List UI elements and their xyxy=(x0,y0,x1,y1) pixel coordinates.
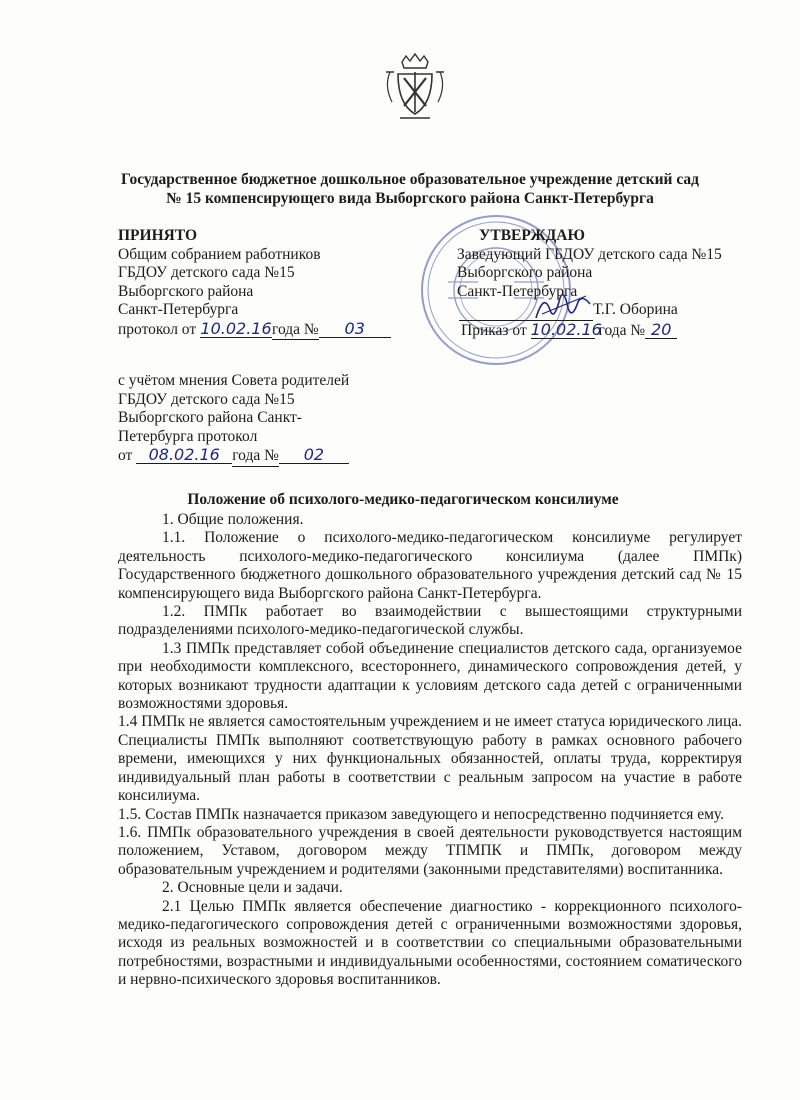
parents-protocol xyxy=(118,446,349,467)
parents-line: ГБДОУ детского сада №15 xyxy=(118,390,295,408)
parents-number: 02 xyxy=(279,446,349,464)
approved-line: Заведующий ГБДОУ детского сада №15 xyxy=(457,245,722,263)
header-line-2: № 15 компенсирующего вида Выборгского района Санкт-Петербурга xyxy=(166,190,654,207)
paragraph: 1.4 ПМПк не является самостоятельным учреждением и не имеет статуса юридического лица. Специалисты ПМПк выполняют соответствующую работу в рамках основного рабочего времени, имеющихся у них функциональных обязанностей, оплаты труда, корректируя индивидуальный план работы в соответствии с реальным запросом на участие в работе консилиума. xyxy=(118,713,742,805)
section-heading: 2. Основные цели и задачи. xyxy=(162,879,343,897)
section-heading: 1. Общие положения. xyxy=(162,511,304,528)
approved-title: УТВЕРЖДАЮ xyxy=(479,227,585,244)
paragraph: 1.5. Состав ПМПк назначается приказом заведующего и непосредственно подчиняется ему. xyxy=(118,805,724,823)
protocol-prefix: протокол от xyxy=(118,320,201,338)
order-year-no: года № xyxy=(594,321,646,339)
paragraph: 1.6. ПМПк образовательного учреждения в своей деятельности руководствуется настоящим положением, Уставом, договором между ТПМПК и ПМПк, договором между образовательным учреждением и родителями (законными представителями) воспитанника. xyxy=(118,823,742,878)
paragraph: 1.1. Положение о психолого-медико-педагогическом консилиуме регулирует деятельность психолого-медико-педагогического консилиума (далее ПМПк) Государственного бюджетного дошкольного образовательного учреждения детский сад № 15 компенсирующего вида Выборгского района Санкт-Петербурга. xyxy=(118,529,742,602)
parents-council-block xyxy=(118,372,349,467)
order-date: 10.02.16 xyxy=(530,319,602,339)
parents-date-prefix: от xyxy=(118,447,137,464)
header-line-1: Государственное бюджетное дошкольное образовательное учреждение детский сад xyxy=(120,171,700,188)
paragraph: 1.3 ПМПк представляет собой объединение специалистов детского сада, организуемое при необходимости комплексного, всестороннего, динамического сопровождения детей, у которых возникают трудности адаптации к условиям детского сада детей с ограниченными возможностями здоровья. xyxy=(118,639,742,713)
approved-line: Санкт-Петербурга xyxy=(457,282,578,300)
accepted-line: Общим собранием работников xyxy=(118,245,321,263)
protocol-year-no: года № xyxy=(272,321,319,341)
parents-date: 08.02.16 xyxy=(136,446,232,464)
handwritten-signature xyxy=(532,288,594,324)
accepted-line: Выборгского района xyxy=(118,282,254,300)
approved-line: Выборгского района xyxy=(457,264,593,281)
document-title: Положение об психолого-медико-педагогическом консилиуме xyxy=(187,491,619,508)
parents-line: с учётом мнения Совета родителей xyxy=(118,372,350,389)
parents-line: Петербурга протокол xyxy=(118,427,258,445)
accepted-line: ГБДОУ детского сада №15 xyxy=(118,264,295,281)
paragraph: 2.1 Целью ПМПк является обеспечение диагностико - коррекционного психолого-медико-педагогического сопровождения детей с ограниченными возможностями здоровья, исходя из реальных возможностей и в соответствии со специальными образовательными потребностями, возрастными и индивидуальными особенностями, состоянием соматического и нервно-психического здоровья воспитанников. xyxy=(118,897,742,989)
order-number: 20 xyxy=(645,321,677,339)
coat-of-arms-icon xyxy=(380,52,450,124)
protocol-number: 03 xyxy=(319,320,391,338)
accepted-title: ПРИНЯТО xyxy=(118,227,198,244)
institution-header xyxy=(80,170,740,208)
accepted-protocol xyxy=(118,320,391,341)
document-body xyxy=(118,511,742,990)
parents-year-no: года № xyxy=(232,447,279,467)
parents-line: Выборгского района Санкт- xyxy=(118,409,302,426)
accepted-line: Санкт-Петербурга xyxy=(118,301,239,318)
signer-name: Т.Г. Оборина xyxy=(593,301,678,318)
protocol-date: 10.02.16 xyxy=(200,318,272,338)
accepted-block xyxy=(118,227,391,340)
order-prefix: Приказ от xyxy=(461,321,531,339)
paragraph: 1.2. ПМПк работает во взаимодействии с вышестоящими структурными подразделениями психолого-медико-педагогической службы. xyxy=(118,603,742,639)
